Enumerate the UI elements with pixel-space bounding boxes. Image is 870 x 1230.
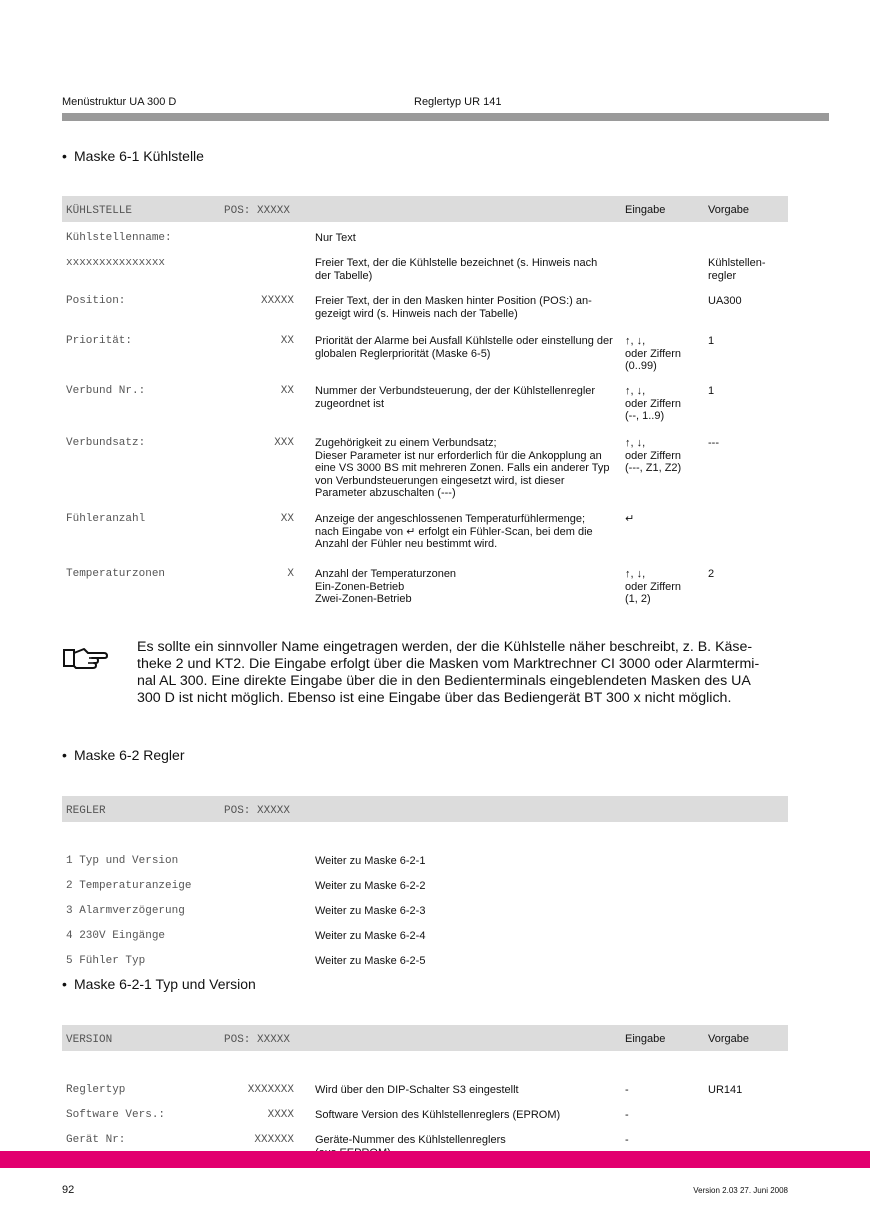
bullet: • bbox=[62, 148, 67, 164]
header-name: REGLER bbox=[66, 805, 106, 817]
section-title-6-1: • Maske 6-1 Kühlstelle bbox=[62, 148, 204, 164]
row-pos: XX bbox=[280, 385, 294, 397]
row-description: Geräte-Nummer des Kühlstellenreglers bbox=[315, 1134, 506, 1146]
section-title-6-2: • Maske 6-2 Regler bbox=[62, 747, 185, 763]
note-text: Es sollte ein sinnvoller Name eingetragen werden, der die Kühlstelle näher beschreibt, z. B. Käse- theke 2 und KT2. Die Eingabe erfolgt über die Masken vom Marktrechner CI 3000 oder Alarmtermi- nal AL 300. Eine direkte Eingabe über die in den Bedienterminals eingeblendeten Masken des UA 300 D ist nicht möglich. Ebenso ist eine Eingabe über das Bediengerät BT 300 x nicht möglich. bbox=[137, 639, 760, 706]
row-description: Nur Text bbox=[315, 232, 356, 244]
row-pos: XXXXX bbox=[260, 295, 294, 307]
row-eingabe: ↑, ↓, oder Ziffern (---, Z1, Z2) bbox=[625, 437, 682, 474]
header-eingabe: Eingabe bbox=[625, 204, 666, 216]
row-vorgabe: 1 bbox=[708, 335, 715, 347]
row-name: Gerät Nr: bbox=[66, 1134, 126, 1146]
row-name: Verbundsatz: bbox=[66, 437, 146, 449]
row-eingabe: ↑, ↓, oder Ziffern (1, 2) bbox=[625, 568, 682, 605]
row-pos: XXXXXX bbox=[254, 1134, 294, 1146]
table-kuehlstelle bbox=[62, 196, 788, 605]
row-description: Weiter zu Maske 6-2-3 bbox=[315, 905, 426, 917]
row-pos: XXX bbox=[274, 437, 294, 449]
row-eingabe: - bbox=[625, 1084, 629, 1096]
row-vorgabe: 1 bbox=[708, 385, 715, 397]
section-title-6-2-1: • Maske 6-2-1 Typ und Version bbox=[62, 976, 256, 992]
footer-bar bbox=[0, 1151, 870, 1168]
row-description: Software Version des Kühlstellenreglers (EPROM) bbox=[315, 1109, 561, 1121]
table-header bbox=[62, 796, 788, 822]
row-name: Fühleranzahl bbox=[66, 513, 146, 525]
row-description: Weiter zu Maske 6-2-5 bbox=[315, 955, 426, 967]
row-name: Priorität: bbox=[66, 335, 133, 347]
header-pos: POS: XXXXX bbox=[224, 205, 291, 217]
row-description: Anzahl der Temperaturzonen Ein-Zonen-Betrieb Zwei-Zonen-Betrieb bbox=[315, 568, 457, 605]
row-eingabe: - bbox=[625, 1134, 629, 1146]
row-eingabe: - bbox=[625, 1109, 629, 1121]
header-pos: POS: XXXXX bbox=[224, 805, 291, 817]
row-pos: XX bbox=[280, 335, 294, 347]
row-description: Priorität der Alarme bei Ausfall Kühlstelle oder einstellung der globalen Reglerpriorität (Maske 6-5) bbox=[315, 335, 613, 360]
header-pos: POS: XXXXX bbox=[224, 1034, 291, 1046]
row-description: Weiter zu Maske 6-2-2 bbox=[315, 880, 426, 892]
row-name: Kühlstellenname: bbox=[66, 232, 172, 244]
row-vorgabe: Kühlstellen- regler bbox=[708, 257, 766, 282]
row-vorgabe: 2 bbox=[708, 568, 715, 580]
row-pos: X bbox=[287, 568, 294, 580]
row-pos: XX bbox=[280, 513, 294, 525]
row-description: Zugehörigkeit zu einem Verbundsatz; Dieser Parameter ist nur erforderlich für die Ankopplung an eine VS 3000 BS mit mehreren Zonen. Falls ein anderer Typ von Verbundsteuerungen eingesetzt wird, ist dieser Parameter abzuschalten (---) bbox=[315, 437, 610, 499]
row-name: 4 230V Eingänge bbox=[66, 930, 166, 942]
header-eingabe: Eingabe bbox=[625, 1033, 666, 1045]
header-vorgabe: Vorgabe bbox=[708, 1033, 749, 1045]
row-name: 5 Fühler Typ bbox=[66, 955, 146, 967]
table-version bbox=[62, 1025, 788, 1146]
row-vorgabe: UR141 bbox=[708, 1084, 743, 1096]
row-description: Freier Text, der in den Masken hinter Position (POS:) an- gezeigt wird (s. Hinweis nach der Tabelle) bbox=[315, 295, 592, 320]
header-name: KÜHLSTELLE bbox=[66, 205, 133, 217]
version-info: Version 2.03 27. Juni 2008 bbox=[693, 1186, 788, 1195]
row-pos: XXXX bbox=[267, 1109, 294, 1121]
header-left: Menüstruktur UA 300 D bbox=[62, 96, 177, 108]
row-description: Wird über den DIP-Schalter S3 eingestellt bbox=[315, 1084, 519, 1096]
row-description: Weiter zu Maske 6-2-4 bbox=[315, 930, 426, 942]
header-vorgabe: Vorgabe bbox=[708, 204, 749, 216]
row-name: 3 Alarmverzögerung bbox=[66, 905, 185, 917]
row-vorgabe: --- bbox=[708, 437, 719, 449]
pointing-hand-icon bbox=[62, 645, 108, 671]
row-eingabe: ↑, ↓, oder Ziffern (--, 1..9) bbox=[625, 385, 682, 422]
row-description: Weiter zu Maske 6-2-1 bbox=[315, 855, 426, 867]
row-description: Freier Text, der die Kühlstelle bezeichnet (s. Hinweis nach der Tabelle) bbox=[315, 257, 598, 282]
row-description: Nummer der Verbundsteuerung, der der Kühlstellenregler zugeordnet ist bbox=[315, 385, 596, 410]
row-name: 2 Temperaturanzeige bbox=[66, 880, 192, 892]
row-name: Software Vers.: bbox=[66, 1109, 166, 1121]
row-name: Temperaturzonen bbox=[66, 568, 166, 580]
row-pos: XXXXXXX bbox=[247, 1084, 294, 1096]
table-regler bbox=[62, 796, 788, 967]
row-name: Position: bbox=[66, 295, 126, 307]
table-header bbox=[62, 196, 788, 222]
row-name: 1 Typ und Version bbox=[66, 855, 179, 867]
header-name: VERSION bbox=[66, 1034, 113, 1046]
row-description: Anzeige der angeschlossenen Temperaturfühlermenge; nach Eingabe von ↵ erfolgt ein Fühler-Scan, bei dem die Anzahl der Fühler neu bestimmt wird. bbox=[315, 513, 593, 550]
header-center: Reglertyp UR 141 bbox=[414, 96, 502, 108]
row-name: Verbund Nr.: bbox=[66, 385, 146, 397]
row-eingabe: ↑, ↓, oder Ziffern (0..99) bbox=[625, 335, 682, 372]
page-number: 92 bbox=[62, 1184, 75, 1196]
row-eingabe: ↵ bbox=[625, 513, 635, 525]
row-name: Reglertyp bbox=[66, 1084, 126, 1096]
header-divider bbox=[62, 113, 829, 121]
row-vorgabe: UA300 bbox=[708, 295, 742, 307]
table-header bbox=[62, 1025, 788, 1051]
row-name: xxxxxxxxxxxxxxx bbox=[66, 257, 166, 269]
